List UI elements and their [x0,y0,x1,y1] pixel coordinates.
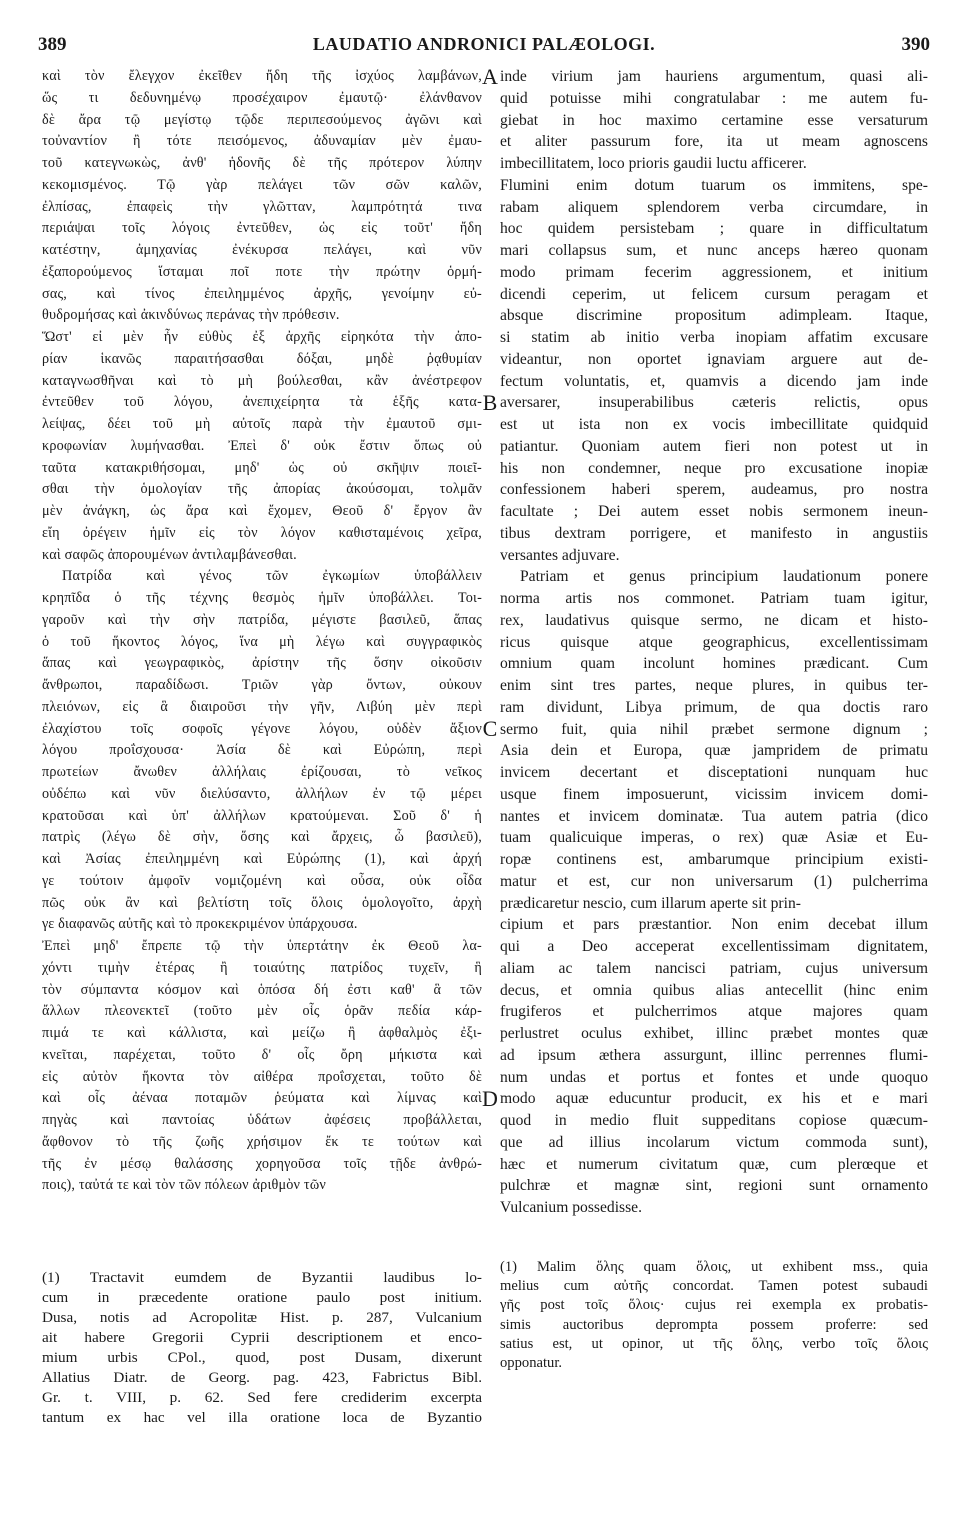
latin-text-line: qui a Deo acceperat excellentissimam dignitatem, [500,938,928,955]
greek-text-line: θυδρομήσας καὶ ἀκινδύνως περάνας τὴν πρόθεσιν. [42,307,340,324]
greek-text-line: Ἐπεὶ μηδ' ἔπρεπε τῷ τὴν ὑπερτάτην ἐκ Θεοῦ λα- [42,938,482,954]
latin-text-line: rex, laudativus quisque sermo, ne dicam et histo- [500,611,928,629]
latin-text-line: pulchræ et magnæ sint, regioni sunt ornamento [500,1177,928,1195]
greek-text-line: κεκομισμένος. Τῷ γὰρ πελάγει τῶν σῶν καλῶν, [42,176,482,193]
greek-text-line: κροφωνίαν λυμήνασθαι. Ἐπεὶ δ' οὐκ ἔστιν ὅπως οὐ [42,437,482,454]
greek-text-line: κρατοῦσαι καὶ ὑπ' ἀλλήλων κρατούμεναι. Σοῦ δ' ἡ [42,807,482,824]
footnote-line: opponatur. [500,1355,563,1372]
latin-text-line: modo aquæ educuntur producit, ex his et e mari [500,1090,928,1108]
latin-text-line: norma artis nos commonet. Patriam tuam igitur, [500,590,928,607]
greek-text-line: πηγὰς καὶ παντοίας ὑδάτων ἀφέσεις προβάλλεται, [42,1112,482,1128]
greek-text-line: πιμά τε καὶ κάλλιστα, καὶ μείζω ἢ ἀφθαλμὸς ἐξι- [42,1025,482,1041]
latin-text-line: decus, et omnia quibus alias antecellit (hinc enim [500,981,928,999]
latin-text-line: enim sint tres partes, neque plures, in quibus ter- [500,677,928,694]
greek-text-line: Πατρίδα καὶ γένος τῶν ἐγκωμίων ὑποβάλλειν [62,568,482,585]
greek-text-line: τὸν σύμπαντα κόσμον καὶ ὁπόσα δή ἐστι καθ' ἃ τῶν [42,981,482,998]
greek-text-line: ἄνθρωποι, παραδίδωσι. Τριῶν γὰρ ὄντων, οὐκουν [42,677,482,693]
latin-text-line: nantes et invicem dominatæ. Tua autem patria (dico [500,807,928,825]
footnote-line: cum in præcedente oratione paulo post initium. [42,1289,482,1306]
latin-text-line: rabam aliquem splendorem verba circumdare, in [500,198,928,216]
latin-text-line: aliam ac talem nancisci patriam, cujus universum [500,959,928,977]
latin-text-line: modo primam fecerim aggressionem, et initium [500,263,928,281]
section-marker-a: A [482,64,498,89]
greek-text-column [42,66,482,1197]
latin-text-line: confessionem haberi sperem, audeamus, pro nostra [500,481,928,499]
latin-text-line: perlustret oculus exhibet, illinc præbet montes quæ [500,1025,928,1042]
greek-text-line: δὲ ἄρα τῷ μεγίστῳ τῷδε περιπεσούμενος ἀγῶνι καὶ [42,111,482,128]
greek-text-line: καὶ τὸν ἔλεγχον ἐκεῖθεν ἤδη τῆς ἰσχύος λαμβάνων, [42,68,482,84]
greek-text-line: πῶς οὐκ ἂν καὶ βελτίστη τοῖς ὅλοις ὁμολογοῖτο, ἀρχὴ [42,894,482,911]
greek-text-line: γε διαφανῶς αὐτῆς καὶ τὸ προκεκριμένον ὑπάρχουσα. [42,916,358,933]
latin-text-line: hoc quidem persistebam ; quare in difficultatum [500,220,928,238]
greek-text-line: καὶ Ἀσίας ἐπειλημμένη καὶ Εὐρώπης (1), καὶ ἀρχή [42,851,482,867]
greek-text-line: σθαι τὴν ὁμολογίαν τῆς ἀπορίας ἀκούσομαι, τολμᾶν [42,481,482,498]
latin-text-line: mari collapsus sum, et nunc anceps hæreo quonam [500,242,928,259]
greek-text-line: κρηπῖδα ὁ τῆς τέχνης θεσμὸς ἡμῖν ὑποβάλλει. Τοι- [42,590,482,606]
latin-text-line: cipium et pars præstantior. Non enim decebat illum [500,916,928,934]
page-number-right: 390 [901,34,930,55]
footnote-line: satius est, ut opinor, ut τῆς ὅλης, verbo τοῖς ὅλοις [500,1335,928,1352]
greek-text-line: εἰς αὐτὸν ἥκοντα τὸν αἰθέρα προΐσχεται, τοῦτο δὲ [42,1068,482,1085]
latin-text-line: ricus quisque atque geographicus, excellentissimam [500,633,928,651]
latin-text-line: Vulcanium possedisse. [500,1199,642,1216]
latin-text-line: Patriam et genus principium laudationum ponere [520,568,928,586]
section-marker-d: D [482,1086,498,1111]
latin-text-line: hæc et numerum civitatum quæ, cum plerœque et [500,1155,928,1173]
greek-text-line: λείψας, δέει τοῦ μὴ αὐτοῖς παρὰ τὴν ἐμαυτοῦ σμι- [42,416,482,432]
greek-text-line: ἐλπίσας, ἐπαφεὶς τὴν γλῶτταν, λαμπρότητά τινα [42,198,482,215]
latin-text-line: facultate ; Dei autem esset nobis sermonem ineun- [500,503,928,520]
latin-text-line: omnium quam incolunt homines prædicant. Cum [500,655,928,673]
greek-text-line: πατρὶς (λέγω δὲ σὴν, ὅσης καὶ ἄρχεις, ὦ βασιλεῦ), [42,829,482,846]
latin-text-line: ram dividunt, Libya primum, de qua doctis raro [500,698,928,716]
running-header [38,34,930,62]
footnote-line: simis auctoribus deprompta possem proferre: sed [500,1316,928,1333]
latin-text-line: fectum voluntatis, et, quamvis a dicendo jam inde [500,372,928,390]
latin-text-line: invicem decertant et disceptationi nunquam huc [500,764,928,781]
latin-text-line: ad ipsum æthera assurgunt, illinc perrennes flumi- [500,1046,928,1064]
latin-text-line: num undas et portus et fontes et unde quoquo [500,1068,928,1086]
greek-text-line: τοὐναντίον ἢ τότε πεισόμενος, ἀδυναμίαν μὲν ἐμαυ- [42,133,482,150]
greek-text-line: οὐδέπω καὶ νῦν διελύσαντο, ἀλλήλων ἐν τῷ μέρει [42,785,482,802]
latin-text-line: inde virium jam hauriens argumentum, quasi ali- [500,68,928,85]
greek-text-line: ρίαν ἱκανῶς παραιτήσασθαι δόξαι, μηδὲ ῥᾳθυμίαν [42,350,482,367]
greek-text-line: λόγου προΐσχουσα· Ἀσία δὲ καὶ Εὐρώπη, περὶ [42,742,482,759]
latin-text-line: est ut ista non ex vocis imbecillitate quidquid [500,416,928,433]
latin-text-line: absque discrimine propositum adimpleam. Itaque, [500,307,928,325]
greek-text-line: ὁ τοῦ ἥκοντος λόγος, ἵνα μὴ λέγω καὶ συγγραφικὸς [42,633,482,650]
greek-text-line: πλειόνων, εἰς ἃ διαιροῦσι τὴν γῆν, Λιβύη μὲν περὶ [42,698,482,715]
greek-text-line: τοῦ κατεγνωκὼς, ἀνθ' ἡδονῆς δὲ τῆς πρότερον λύπην [42,155,482,171]
latin-text-line: et aliter passurum fore, ita ut meam agnoscens [500,133,928,151]
footnote-line: (1) Malim ὅλης quam ὅλοις, ut exhibent mss., quia [500,1259,928,1275]
running-title: LAUDATIO ANDRONICI PALÆOLOGI. [312,34,656,54]
latin-text-line: videantur, non oportet ignaviam arguere aut de- [500,350,928,368]
greek-text-line: ἐντεῦθεν τοῦ λόγου, ἀνεπιχείρητα τὰ ἑξῆς κατα- [42,394,482,411]
greek-text-line: γαροῦν καὶ τὴν σὴν πατρίδα, μέγιστε βασιλεῦ, ἅπας [42,611,482,628]
latin-text-line: versantes adjuvare. [500,546,620,564]
latin-text-line: si statim ab initio verba inopiam affatim excusare [500,329,928,346]
greek-text-line: τῆς ἐν μέσῳ θαλάσσης χορηγοῦσα τοῖς τῇδε ἀνθρώ- [42,1155,482,1172]
greek-text-line: χόντι τιμὴν ἑτέρας ἢ τοιαύτης πατρίδος τυχεῖν, ἣ [42,959,482,976]
greek-text-line: Ὥστ' εἰ μὲν ἦν εὐθὺς ἐξ ἀρχῆς εἰρηκότα τὴν ἀπο- [42,329,482,345]
latin-text-line: Flumini enim dotum tuarum os immitens, spe- [500,176,928,194]
greek-text-line: ἄλλων πλεονεκτεῖ (τοῦτο μὲν οἷς ὁρᾶν πεδία κάρ- [42,1003,482,1020]
greek-text-line: γε τούτοιν ἀμφοῖν νομιζομένη καὶ οὖσα, οὐκ οἶδα [42,872,482,889]
latin-text-line: ropæ continens est, ambarumque principium existi- [500,851,928,868]
greek-text-line: εἴη ὀρέγειν ἡμῖν εἰς τὸν λόγον καθισταμένοις χεῖρα, [42,524,482,541]
greek-text-line: καὶ οἷς ἀέναα ποταμῶν ῥεύματα καὶ λίμνας καὶ [42,1090,482,1107]
greek-text-line: ὥς τι δεδυνημένῳ προσέχαιρον ἐμαυτῷ· ἐλάνθανον [42,89,482,106]
latin-text-line: aversarer, insuperabilibus cæteris relictis, opus [500,394,928,412]
footnote-line: γῆς post τοῖς ὅλοις· cujus rei exempla ex probatis- [500,1297,928,1314]
latin-text-line: imbecillitatem, loco prioris gaudii luctu afficerer. [500,155,807,172]
footnote-line: Gr. t. VIII, p. 62. Sed fere crediderim excerpta [42,1389,482,1406]
greek-text-line: ταῦτα κατακριθήσομαι, μηδ' ὡς οὐ σκῆψιν ποιεῖ- [42,459,482,476]
greek-text-line: σας, καὶ τίνος ἐπειλημμένος ἀρχῆς, γενοίμην εὐ- [42,285,482,302]
footnote-line: mium urbis CPol., quod, post Dusam, dixerunt [42,1349,482,1366]
greek-text-line: ἅπας καὶ γεωγραφικὸς, ἀρίστην τῆς ὅσην οἰκοῦσιν [42,655,482,672]
section-marker-c: C [482,716,498,741]
latin-text-line: giebat in hoc maximo certamine esse versaturum [500,111,928,129]
greek-text-line: πρωτείων ἄνωθεν ἀλλήλαις ἐρίζουσαι, τὸ νεῖκος [42,764,482,780]
latin-text-line: matur et est, cur non universarum (1) pulcherrima [500,872,928,890]
latin-text-line: quod in medio fluit suppeditans copiose quæcum- [500,1112,928,1129]
page-number-left: 389 [38,34,67,55]
footnote-line: Allatius Diatr. de Georg. pag. 423, Fabrictus Bibl. [42,1369,482,1386]
footnote-line: ait habere Gregorii Cyprii descriptionem et enco- [42,1329,482,1346]
greek-text-line: ἐλαχίστου τοῖς σοφοῖς γέγονε λόγου, οὐδὲν ἄξιον [42,720,482,737]
greek-text-line: καταγνωσθῆναι καὶ τὸ μὴ βούλεσθαι, κἂν ἀνέστρεφον [42,372,482,389]
latin-text-line: usque finem imposuerunt, vicissim invicem domi- [500,785,928,803]
latin-text-line: sermo fuit, quia nihil præbet sermone dignum ; [500,720,928,738]
latin-text-line: his non condemner, neque pro excusatione inopiæ [500,459,928,477]
footnote-line: melius cum αὐτῆς concordat. Tamen potest subaudi [500,1278,928,1295]
greek-text-line: καὶ σαφῶς ἀπορουμένων ἀντιλαμβάνεσθαι. [42,546,297,563]
latin-text-line: frugiferos et pulcherrimos atque majores quam [500,1003,928,1021]
greek-text-line: μὲν ἀνάγκη, ὡς ἄρα καὶ ἔχομεν, Θεοῦ δ' ἔργον ἂν [42,503,482,519]
greek-text-line: ἐξαπορούμενος ἵσταμαι ποῖ ποτε τὴν πρώτην ὁρμή- [42,263,482,280]
footnote-line: (1) Tractavit eumdem de Byzantii laudibus lo- [42,1269,482,1286]
latin-text-line: que ad illius incolarum victum commoda sunt), [500,1133,928,1151]
latin-text-line: dicendi ceperim, ut felicem cursum peragam et [500,285,928,303]
greek-text-line: ἄφθονον τὸ τῆς ζωῆς χρήσιμον ἔκ τε τούτων καὶ [42,1133,482,1150]
greek-text-line: ποις), ταὐτά τε καὶ τὸν τῶν πόλεων ἀριθμὸν τῶν [42,1177,326,1194]
footnote-left [42,1268,482,1428]
footnote-right [500,1258,928,1373]
greek-text-line: κατέστην, ἀμηχανίας ἐνέκυρσα πελάγει, καὶ νῦν [42,242,482,258]
latin-text-line: Asia dein et Europa, quæ jampridem de primatu [500,742,928,760]
section-marker-b: B [482,390,498,415]
latin-text-line: patiantur. Quoniam autem fieri non potest ut in [500,437,928,455]
footnote-line: Dusa, notis ad Acropolitæ Hist. p. 287, Vulcanium [42,1309,482,1326]
latin-text-line: prædicaretur nescio, cum illarum aperte sit prin- [500,894,801,912]
footnote-line: tantum ex hac vel illa oratione loca de Byzantio [42,1409,482,1426]
latin-text-line: tuam qualicuique imperas, o rex) quæ Asiæ et Eu- [500,829,928,847]
greek-text-line: περιάψαι τοῖς λόγοις ἐντεῦθεν, ὡς εἰς τοῦτ' ἤδη [42,220,482,237]
greek-text-line: κνεῖται, παρέχεται, τοῦτο δ' οἷς ὄρη μήκιστα καὶ [42,1046,482,1063]
latin-text-column [500,66,928,1219]
latin-text-line: tibus dextram porrigere, et manifesto in angustiis [500,524,928,542]
latin-text-line: quid potuisse mihi congratulabar : me autem fu- [500,89,928,107]
